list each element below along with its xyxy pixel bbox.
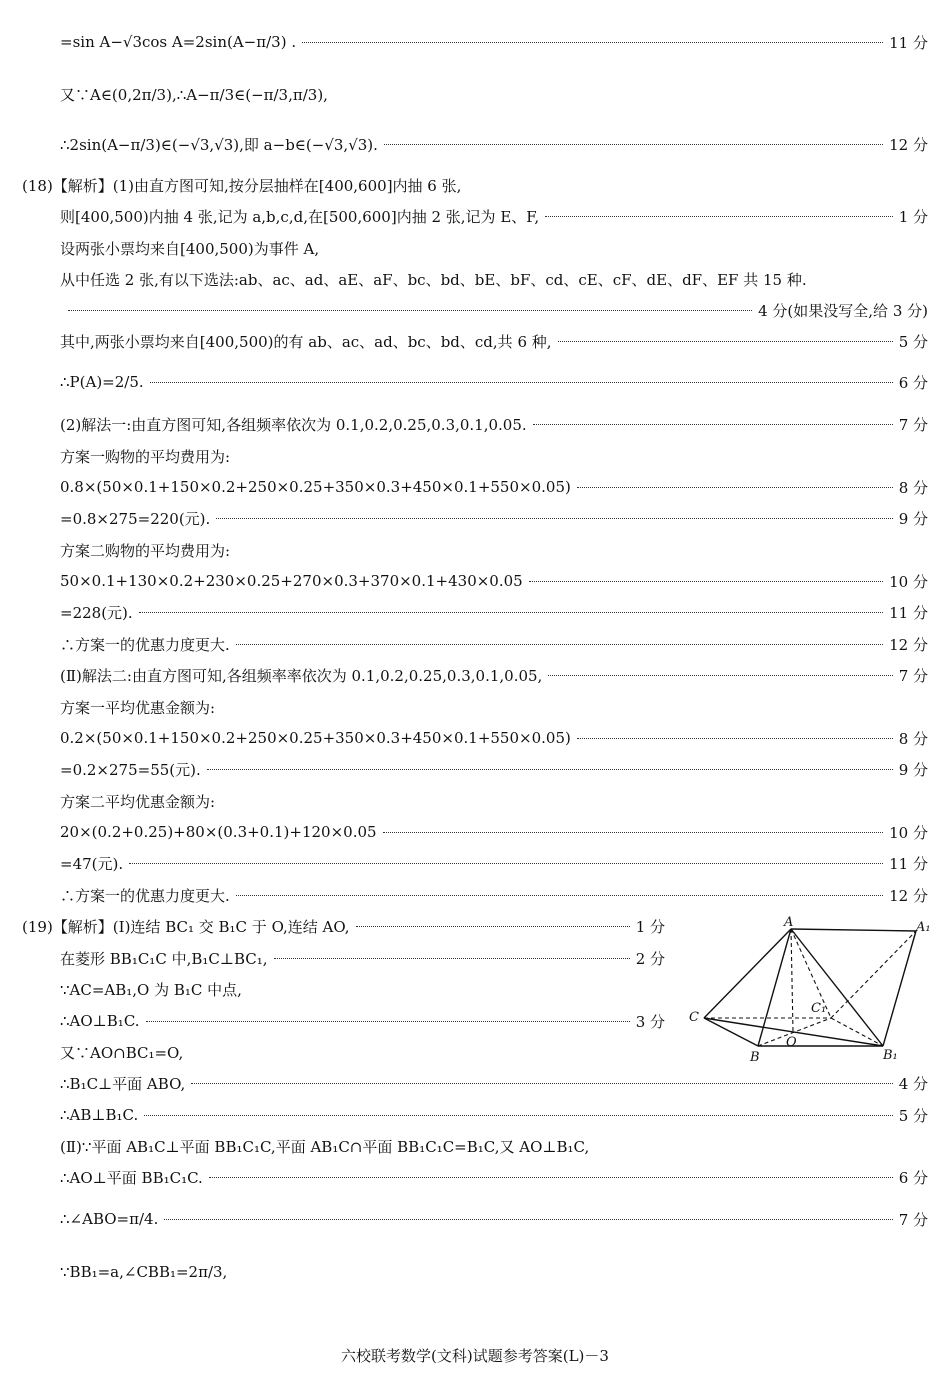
leader-dots: [68, 310, 752, 311]
answer-line: [60, 327, 928, 355]
line-text: ∴AO⊥平面 BB₁C₁C.: [60, 1168, 203, 1187]
leader-dots: [216, 518, 892, 519]
line-text: (19)【解析】(Ⅰ)连结 BC₁ 交 B₁C 于 O,连结 AO,: [22, 917, 350, 936]
line-text: =228(元).: [60, 603, 133, 622]
leader-dots: [529, 581, 883, 582]
line-score: 12 分: [889, 135, 928, 154]
leader-dots: [207, 769, 893, 770]
line-score: 7 分: [898, 666, 928, 685]
line-text: 设两张小票均来自[400,500)为事件 A,: [60, 239, 320, 258]
answer-line: [60, 1258, 928, 1286]
line-score: 8 分: [898, 478, 928, 497]
line-score: 2 分: [635, 949, 665, 968]
line-text: ∴AB⊥B₁C.: [60, 1106, 139, 1124]
prism-figure: [686, 915, 934, 1065]
line-text: ∴P(A)=2/5.: [60, 373, 144, 391]
answer-line: [60, 1163, 928, 1191]
leader-dots: [129, 863, 883, 864]
answer-line: [60, 1038, 665, 1066]
answer-line: [60, 818, 928, 846]
leader-dots: [302, 42, 883, 43]
line-text: ∴B₁C⊥平面 ABO,: [60, 1074, 186, 1093]
answer-line: [60, 598, 928, 626]
line-text: =0.2×275=55(元).: [60, 760, 201, 779]
leader-dots: [533, 424, 893, 425]
answer-line: [60, 755, 928, 783]
answer-line: [60, 787, 928, 815]
answer-line: [60, 693, 928, 721]
line-text: (Ⅱ)∵平面 AB₁C⊥平面 BB₁C₁C,平面 AB₁C∩平面 BB₁C₁C=B₁C,又 AO⊥B₁C,: [60, 1137, 590, 1156]
answer-line: [60, 1101, 928, 1129]
line-text: ∴方案一的优惠力度更大.: [60, 886, 230, 905]
leader-dots: [383, 832, 884, 833]
line-score: 1 分: [898, 207, 928, 226]
line-score: 7 分: [898, 1210, 928, 1229]
label-O: O: [786, 1035, 797, 1050]
line-text: ∴AO⊥B₁C.: [60, 1012, 140, 1030]
label-A: A: [784, 915, 794, 930]
line-text: 方案一购物的平均费用为:: [60, 447, 231, 466]
answer-line: [60, 442, 928, 470]
answer-line: [60, 202, 928, 230]
leader-dots: [146, 1021, 630, 1022]
answer-line: [60, 536, 928, 564]
leader-dots: [356, 926, 630, 927]
answer-line: [60, 504, 928, 532]
line-text: 0.8×(50×0.1+150×0.2+250×0.25+350×0.3+450×0.1+550×0.05): [60, 478, 571, 496]
line-text: 其中,两张小票均来自[400,500)的有 ab、ac、ad、bc、bd、cd,共 6 种,: [60, 332, 552, 351]
answer-line: [60, 881, 928, 909]
line-text: 方案一平均优惠金额为:: [60, 698, 216, 717]
leader-dots: [209, 1177, 893, 1178]
leader-dots: [577, 738, 893, 739]
line-score: 5 分: [898, 332, 928, 351]
line-score: 9 分: [898, 509, 928, 528]
answer-line: [60, 80, 928, 108]
line-text: =0.8×275=220(元).: [60, 509, 211, 528]
line-score: 11 分: [889, 603, 928, 622]
answer-line: [60, 234, 928, 262]
answer-line: [60, 130, 928, 158]
answer-line: [60, 724, 928, 752]
answer-line: [60, 265, 928, 293]
line-text: 50×0.1+130×0.2+230×0.25+270×0.3+370×0.1+430×0.05: [60, 572, 523, 590]
label-A1: A₁: [916, 920, 931, 935]
leader-dots: [164, 1219, 892, 1220]
edge-AO: [791, 929, 793, 1032]
line-text: 从中任选 2 张,有以下选法:ab、ac、ad、aE、aF、bc、bd、bE、bF、cd、cE、cF、dE、dF、EF 共 15 种.: [60, 270, 807, 289]
line-text: ∵AC=AB₁,O 为 B₁C 中点,: [60, 980, 242, 999]
line-text: 20×(0.2+0.25)+80×(0.3+0.1)+120×0.05: [60, 823, 377, 841]
line-score: 8 分: [898, 729, 928, 748]
leader-dots: [191, 1083, 892, 1084]
line-score: 7 分: [898, 415, 928, 434]
answer-line: [60, 567, 928, 595]
answer-line: [60, 975, 665, 1003]
line-score: 3 分: [635, 1012, 665, 1031]
line-text: 方案二平均优惠金额为:: [60, 792, 216, 811]
label-B: B: [750, 1050, 760, 1065]
leader-dots: [144, 1115, 892, 1116]
leader-dots: [139, 612, 883, 613]
answer-line: [60, 1007, 665, 1035]
line-text: ∵BB₁=a,∠CBB₁=2π/3,: [60, 1263, 228, 1281]
answer-line: [60, 944, 665, 972]
leader-dots: [150, 382, 893, 383]
answer-line: [60, 630, 928, 658]
line-score: 12 分: [889, 886, 928, 905]
label-B1: B₁: [883, 1048, 898, 1063]
line-score: 10 分: [889, 572, 928, 591]
answer-line: [60, 849, 928, 877]
answer-line: [60, 1132, 928, 1160]
leader-dots: [548, 675, 892, 676]
answer-line: [60, 1069, 928, 1097]
line-text: ∴∠ABO=π/4.: [60, 1210, 159, 1228]
line-score: 1 分: [635, 917, 665, 936]
answer-line: [60, 473, 928, 501]
edge-A1B1: [883, 931, 916, 1046]
leader-dots: [558, 341, 893, 342]
line-score: 4 分: [898, 1074, 928, 1093]
answer-line: [60, 410, 928, 438]
line-score: 4 分(如果没写全,给 3 分): [758, 301, 928, 320]
line-text: (18)【解析】(1)由直方图可知,按分层抽样在[400,600]内抽 6 张,: [22, 176, 462, 195]
answer-line: [60, 661, 928, 689]
label-C: C: [689, 1010, 699, 1025]
line-text: ∴2sin(A−π/3)∈(−√3,√3),即 a−b∈(−√3,√3).: [60, 135, 378, 154]
leader-dots: [545, 216, 893, 217]
line-text: 在菱形 BB₁C₁C 中,B₁C⊥BC₁,: [60, 949, 268, 968]
line-score: 6 分: [898, 373, 928, 392]
line-text: 0.2×(50×0.1+150×0.2+250×0.25+350×0.3+450×0.1+550×0.05): [60, 729, 571, 747]
line-text: (Ⅱ)解法二:由直方图可知,各组频率率依次为 0.1,0.2,0.25,0.3,0.1,0.05,: [60, 666, 543, 685]
question-heading: [22, 171, 928, 199]
line-score: 9 分: [898, 760, 928, 779]
line-text: (2)解法一:由直方图可知,各组频率依次为 0.1,0.2,0.25,0.3,0.1,0.05.: [60, 415, 527, 434]
line-text: =47(元).: [60, 854, 124, 873]
answer-line: [60, 28, 928, 56]
line-score: 5 分: [898, 1106, 928, 1125]
leader-dots: [577, 487, 893, 488]
leader-dots: [236, 644, 883, 645]
line-score: 12 分: [889, 635, 928, 654]
leader-dots: [384, 144, 883, 145]
answer-line: [60, 1205, 928, 1233]
line-score: 6 分: [898, 1168, 928, 1187]
leader-dots: [274, 958, 630, 959]
line-text: 则[400,500)内抽 4 张,记为 a,b,c,d,在[500,600]内抽 2 张,记为 E、F,: [60, 207, 540, 226]
edge-AA1: [791, 929, 916, 931]
question-heading: [22, 912, 665, 940]
line-score: 10 分: [889, 823, 928, 842]
line-text: 方案二购物的平均费用为:: [60, 541, 231, 560]
page-footer: 六校联考数学(文科)试题参考答案(L)－3: [341, 1347, 609, 1365]
answer-line: [60, 296, 928, 324]
line-score: 11 分: [889, 33, 928, 52]
line-text: =sin A−√3cos A=2sin(A−π/3) .: [60, 33, 297, 51]
label-C1: C₁: [811, 1001, 827, 1016]
line-text: 又∵AO∩BC₁=O,: [60, 1043, 184, 1062]
answer-line: [60, 368, 928, 396]
line-text: ∴方案一的优惠力度更大.: [60, 635, 230, 654]
line-text: 又∵A∈(0,2π/3),∴A−π/3∈(−π/3,π/3),: [60, 85, 328, 104]
leader-dots: [236, 895, 883, 896]
line-score: 11 分: [889, 854, 928, 873]
